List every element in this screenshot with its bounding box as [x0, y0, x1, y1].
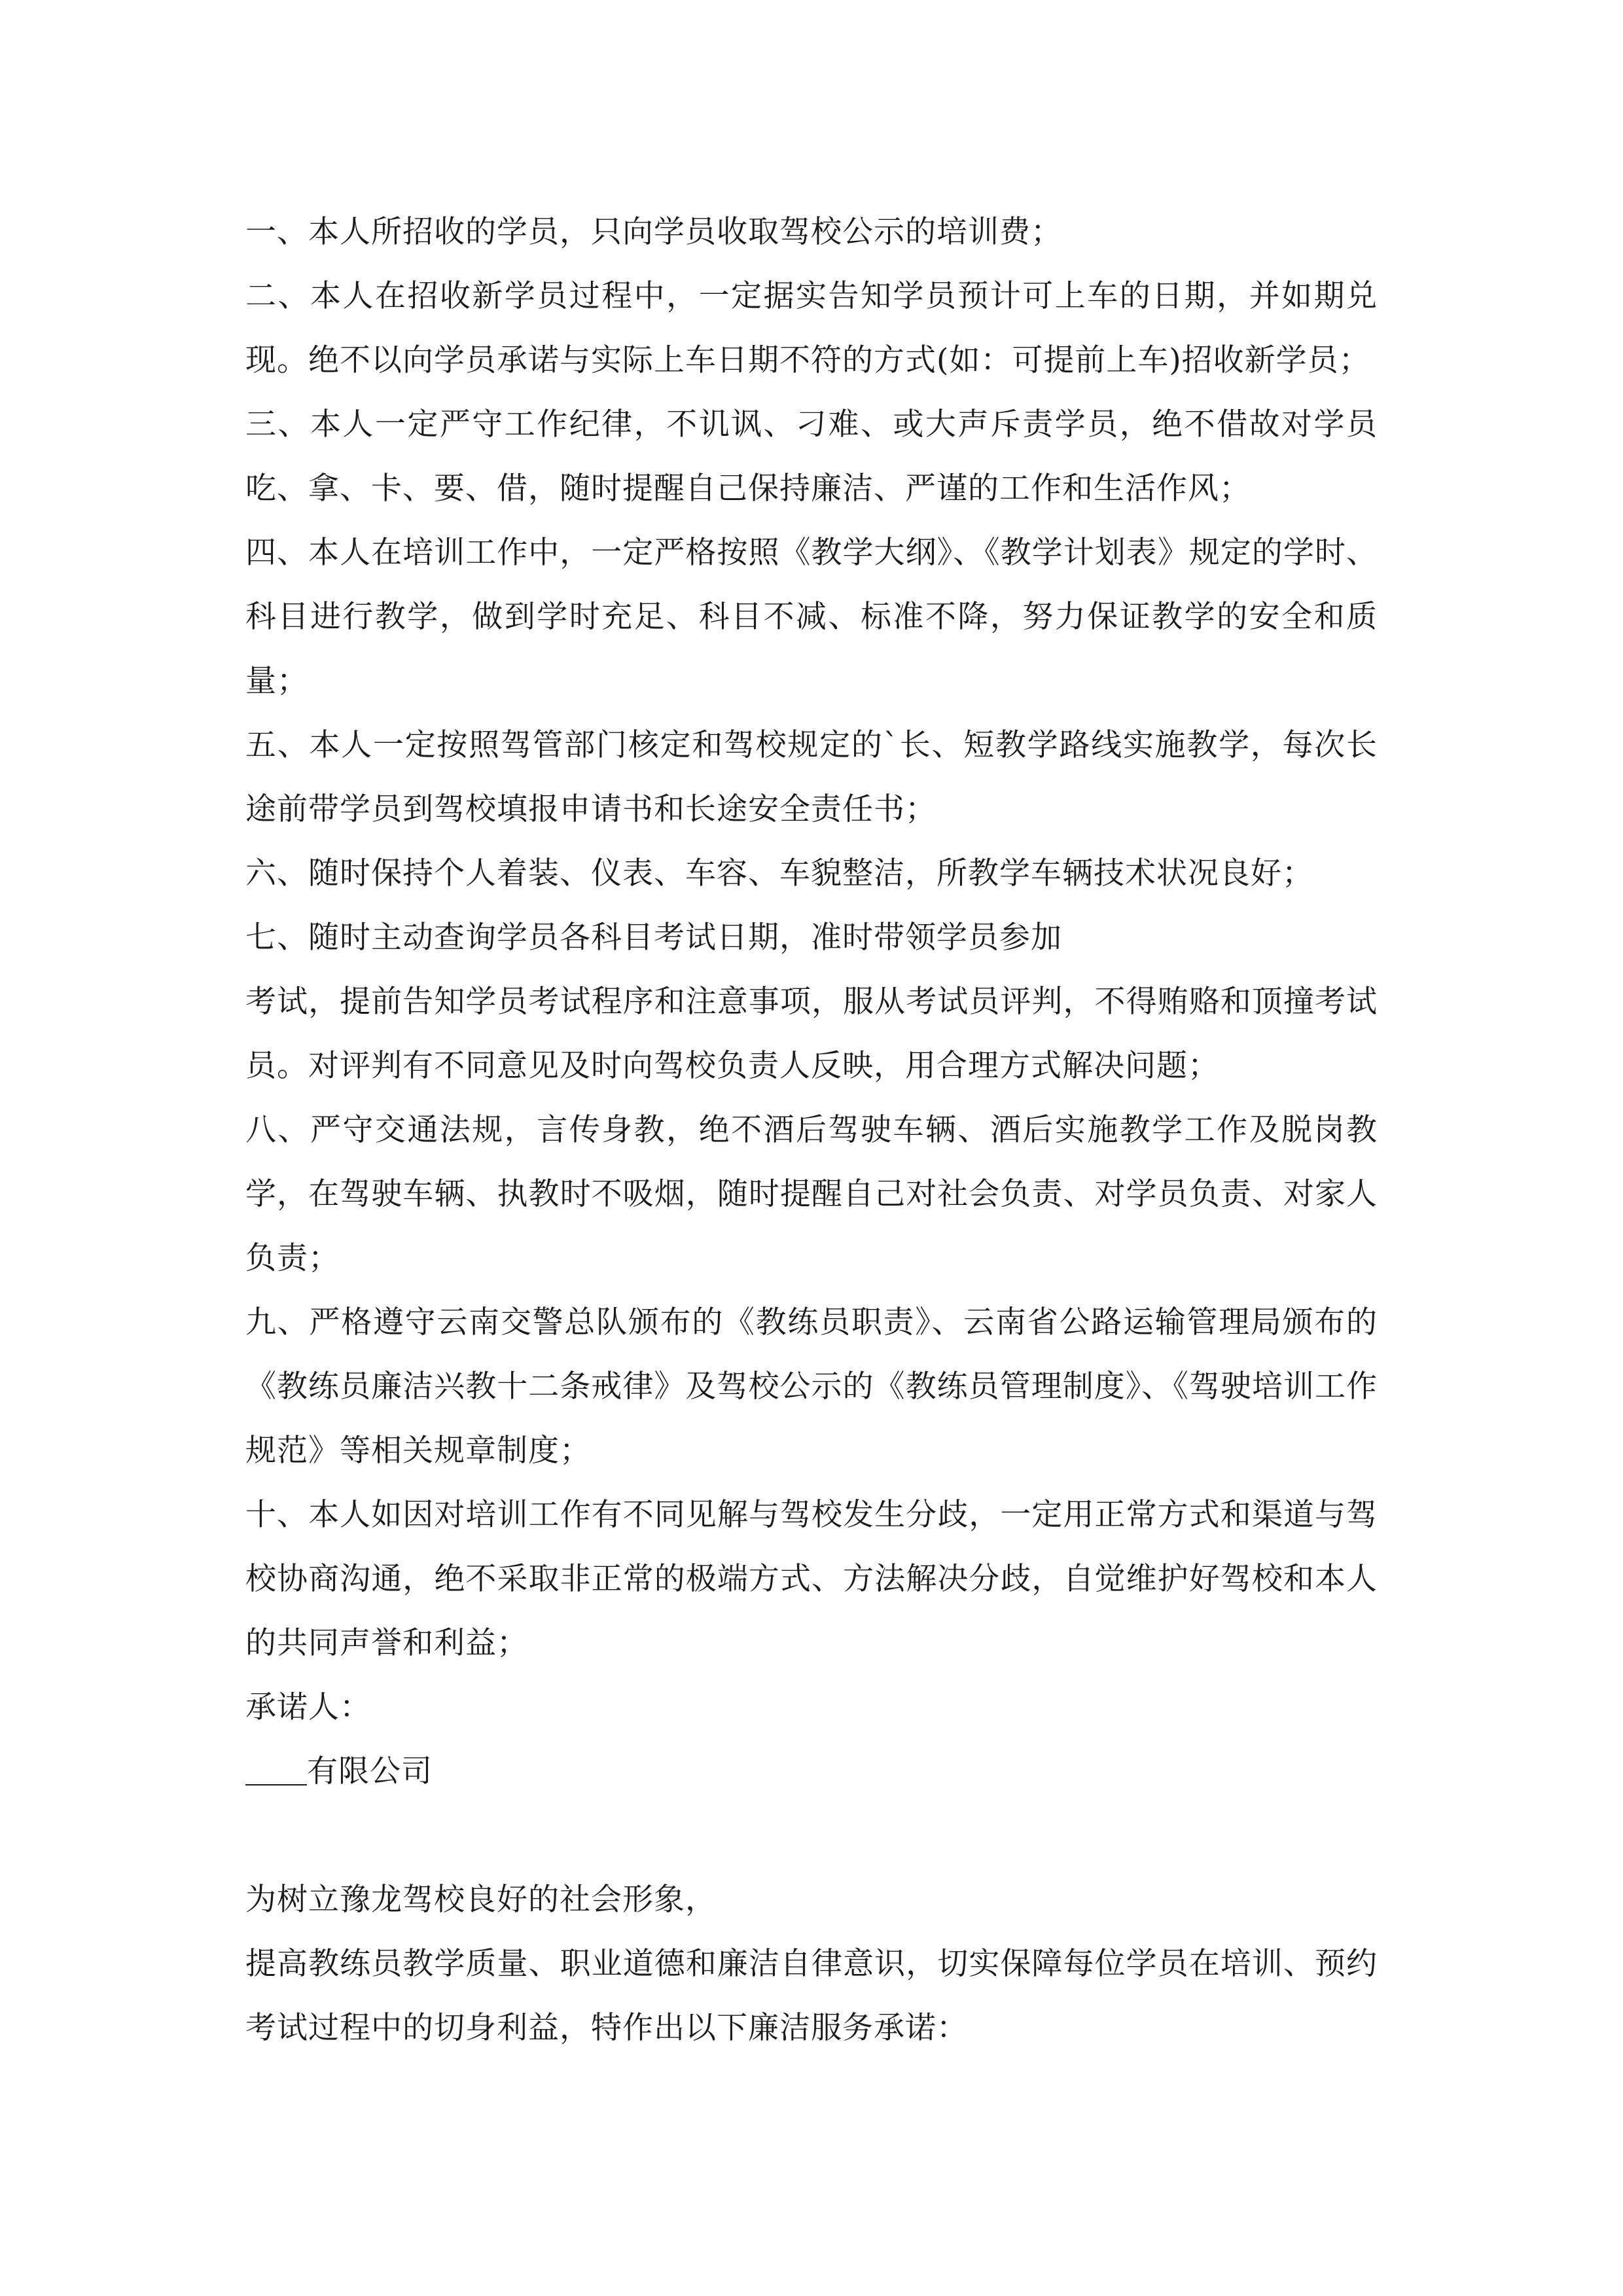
commitment-5: 五、本人一定按照驾管部门核定和驾校规定的`长、短教学路线实施教学，每次长途前带学员到驾校填报申请书和长途安全责任书；	[245, 727, 1378, 827]
commitment-9: 九、严格遵守云南交警总队颁布的《教练员职责》、云南省公路运输管理局颁布的《教练员廉洁兴教十二条戒律》及驾校公示的《教练员管理制度》、《驾驶培训工作规范》等相关规章制度；	[245, 1304, 1378, 1469]
commitment-7-continued: 考试，提前告知学员考试程序和注意事项，服从考试员评判，不得贿赂和顶撞考试员。对评判有不同意见及时向驾校负责人反映，用合理方式解决问题；	[245, 984, 1378, 1084]
commitment-1: 一、本人所招收的学员，只向学员收取驾校公示的培训费；	[245, 214, 1062, 250]
intro-line-2: 提高教练员教学质量、职业道德和廉洁自律意识，切实保障每位学员在培训、预约考试过程中的切身利益，特作出以下廉洁服务承诺：	[245, 1946, 1378, 2046]
commitment-7: 七、随时主动查询学员各科目考试日期，准时带领学员参加	[245, 920, 1062, 956]
document-body	[245, 200, 1378, 2060]
commitment-2: 二、本人在招收新学员过程中，一定据实告知学员预计可上车的日期，并如期兑现。绝不以向学员承诺与实际上车日期不符的方式(如：可提前上车)招收新学员；	[245, 278, 1378, 378]
section-gap	[245, 1804, 1378, 1868]
commitment-8: 八、严守交通法规，言传身教，绝不酒后驾驶车辆、酒后实施教学工作及脱岗教学，在驾驶车辆、执教时不吸烟，随时提醒自己对社会负责、对学员负责、对家人负责；	[245, 1112, 1378, 1276]
signature-company-line	[245, 1740, 1378, 1804]
commitment-4: 四、本人在培训工作中，一定严格按照《教学大纲》、《教学计划表》规定的学时、科目进行教学，做到学时充足、科目不减、标准不降，努力保证教学的安全和质量；	[245, 535, 1378, 699]
intro-line-1: 为树立豫龙驾校良好的社会形象，	[245, 1882, 717, 1918]
signature-company: 有限公司	[307, 1753, 433, 1789]
commitment-6: 六、随时保持个人着装、仪表、车容、车貌整洁，所教学车辆技术状况良好；	[245, 855, 1313, 891]
commitment-10: 十、本人如因对培训工作有不同见解与驾校发生分歧，一定用正常方式和渠道与驾校协商沟通，绝不采取非正常的极端方式、方法解决分歧，自觉维护好驾校和本人的共同声誉和利益；	[245, 1497, 1378, 1661]
commitment-3: 三、本人一定严守工作纪律，不讥讽、刁难、或大声斥责学员，绝不借故对学员吃、拿、卡、要、借，随时提醒自己保持廉洁、严谨的工作和生活作风；	[245, 406, 1378, 507]
signature-label: 承诺人：	[245, 1689, 371, 1725]
signature-blank	[245, 1750, 307, 1785]
